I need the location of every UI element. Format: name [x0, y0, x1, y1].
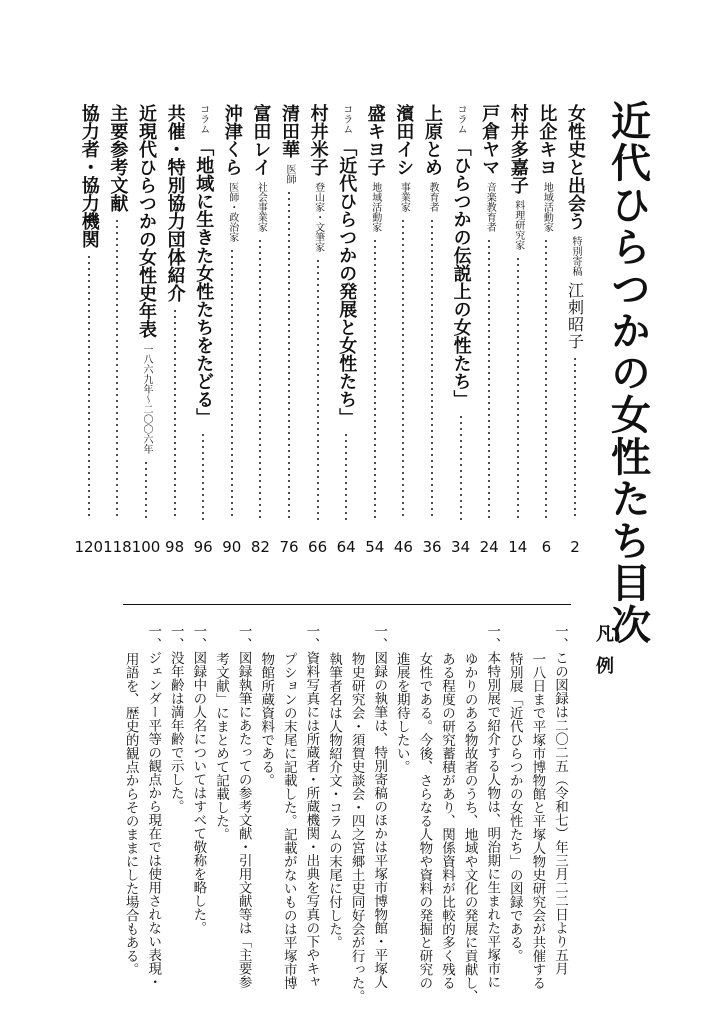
toc-page-number: 64	[336, 538, 356, 556]
hanrei-line: 用語を、歴史的観点からそのままにした場合もある。	[122, 652, 139, 976]
column-label: コラム	[455, 104, 467, 134]
toc-entry-title: 比企キヨ	[536, 104, 558, 176]
toc-page-number: 24	[479, 538, 499, 556]
toc-entry-role: 医師	[284, 164, 295, 184]
dot-leader	[317, 258, 319, 520]
toc-entry-title: 共催・特別協力団体紹介	[164, 104, 186, 302]
toc-page-number: 118	[103, 538, 132, 556]
hanrei-line: 一八日まで平塚市博物館と平塚人物史研究会が共催する	[529, 652, 546, 990]
dot-leader	[345, 432, 347, 520]
toc-page-number: 54	[365, 538, 385, 556]
toc-entry-role: 医師・政治家	[226, 182, 238, 242]
dot-leader	[402, 218, 404, 520]
hanrei-line: 一、図録中の人名についてはすべて敬称を略した。	[190, 624, 207, 935]
toc-entry-title: 清田華	[279, 104, 300, 158]
hanrei-line: 一、この図録は二〇二五（令和七）年三月二二日より五月	[552, 624, 568, 975]
hanrei-line: 考文献」にまとめて記載した。	[213, 652, 229, 841]
dot-leader	[460, 414, 462, 520]
title-sub: 目次	[604, 562, 652, 646]
dot-leader	[517, 256, 519, 520]
hanrei-line: ある程度の研究蓄積があり、関係資料が比較的多く残る	[439, 652, 455, 990]
toc-entry-role: 特別寄稿	[570, 236, 581, 276]
toc-page-number: 96	[193, 538, 213, 556]
toc-page-number: 66	[308, 538, 328, 556]
toc-page-number: 100	[131, 538, 161, 556]
toc-page-number: 82	[250, 538, 270, 556]
toc-title	[598, 100, 658, 646]
hanrei-line: 進展を期待したい。	[393, 652, 410, 774]
toc-page-number: 120	[74, 538, 104, 556]
divider	[123, 604, 571, 605]
toc-entry[interactable]	[164, 104, 186, 524]
hanrei-line: 女性である。今後、さらなる人物や資料の発掘と研究の	[416, 652, 433, 990]
dot-leader	[574, 356, 576, 520]
toc-entry[interactable]	[421, 104, 443, 524]
toc-entry-title: 沖津くら	[221, 104, 243, 176]
toc-page-number: 76	[279, 538, 299, 556]
dot-leader	[488, 238, 490, 520]
toc-entry[interactable]	[221, 104, 243, 524]
toc-entry[interactable]	[78, 104, 100, 524]
toc-entry-role: 地域活動家	[541, 182, 553, 232]
hanrei-line: 一、図録の執筆は、特別寄稿のほかは平塚市博物館・平塚人	[371, 624, 388, 989]
hanrei-heading: 凡例	[593, 624, 614, 688]
dot-leader	[545, 238, 547, 520]
toc-entry[interactable]	[450, 104, 472, 524]
toc-entry[interactable]	[364, 104, 386, 524]
toc-page-number: 6	[541, 538, 552, 556]
hanrei-line: 一、図録執筆にあたっての参考文献・引用文献等は「主要参	[235, 624, 252, 989]
toc-page-number: 36	[422, 538, 442, 556]
toc-entry-role: 教育者	[427, 182, 438, 212]
toc-entry-title: 「地域に生きた女性たちをたどる」	[193, 138, 215, 426]
toc-entry-title: 「ひらつかの伝説上の女性たち」	[450, 138, 472, 408]
toc-page-number: 46	[393, 538, 413, 556]
toc-page-number: 14	[508, 538, 528, 556]
toc-entry[interactable]	[335, 104, 357, 524]
hanrei-line: 物館所蔵資料である。	[258, 652, 275, 787]
toc-entry[interactable]	[307, 104, 329, 524]
dot-leader	[174, 308, 176, 520]
toc-entry[interactable]	[535, 104, 557, 524]
dot-leader	[231, 248, 233, 520]
dot-leader	[116, 218, 118, 520]
toc-entry-title: 盛キヨ子	[364, 104, 386, 176]
toc-entry-role: 地域活動家	[369, 182, 381, 232]
dot-leader	[288, 190, 290, 520]
hanrei-line: 一、ジェンダー平等の観点から現在では使用されない表現・	[145, 624, 162, 989]
toc-entry-author: 江刺昭子	[565, 282, 585, 350]
toc-entry[interactable]	[478, 104, 500, 524]
toc-entry-title: 村井多嘉子	[507, 104, 529, 194]
toc-entry-title: 戸倉ヤマ	[479, 104, 501, 176]
toc-entry-title: 村井米子	[307, 104, 329, 176]
toc-entry[interactable]	[564, 104, 586, 524]
column-label: コラム	[197, 104, 209, 134]
toc-page-number: 98	[165, 538, 185, 556]
hanrei-line: プションの末尾に記載した。記載がないものは平塚市博	[280, 652, 297, 990]
column-label: コラム	[340, 104, 352, 134]
toc-entry-title: 協力者・協力機関	[78, 104, 100, 248]
toc-entry-title: 富田レイ	[250, 104, 272, 176]
hanrei-line: 一、本特別展で紹介する人物は、明治期に生まれた平塚市に	[484, 624, 501, 989]
hanrei-line: ゆかりのある物故者のうち、地域や文化の発展に貢献し、	[461, 652, 478, 1003]
toc-entry[interactable]	[135, 104, 157, 524]
toc-entry-title: 主要参考文献	[107, 104, 129, 212]
toc-entry[interactable]	[507, 104, 529, 524]
toc-entry-role: 登山家・文筆家	[312, 182, 324, 252]
toc-entry-role: 料理研究家	[512, 200, 524, 250]
toc-page-number: 2	[570, 538, 580, 556]
toc-entry-role: 一八六九年〜二〇〇六年	[141, 344, 152, 454]
title-main: 近代ひらつかの女性たち	[604, 100, 652, 562]
hanrei-line: 物史研究会・須賀史談会・四之宮郷土史同好会が行った。	[348, 652, 365, 1003]
dot-leader	[88, 254, 90, 520]
dot-leader	[431, 218, 433, 520]
toc-entry-role: 事業家	[398, 182, 410, 212]
hanrei-line: 一、没年齢は満年齢で示した。	[167, 624, 184, 813]
toc-entry[interactable]	[278, 104, 300, 524]
toc-entry[interactable]	[249, 104, 271, 524]
toc-entry-role: 社会事業家	[255, 182, 267, 232]
dot-leader	[259, 238, 261, 520]
hanrei-line: 特別展「近代ひらつかの女性たち」の図録である。	[506, 652, 523, 963]
toc-page-number: 90	[222, 538, 242, 556]
toc-entry[interactable]	[192, 104, 214, 524]
toc-entry-title: 「近代ひらつかの発展と女性たち」	[336, 138, 358, 426]
toc-entry-title: 上原とめ	[422, 104, 443, 176]
dot-leader	[374, 238, 376, 520]
toc-entry[interactable]	[392, 104, 414, 524]
toc-entry-title: 濱田イシ	[393, 104, 415, 176]
toc-entry[interactable]	[106, 104, 128, 524]
toc-page-number: 34	[451, 538, 471, 556]
toc-entry-role: 音楽教育者	[484, 182, 496, 232]
toc-entry-title: 女性史と出会う	[565, 104, 586, 230]
dot-leader	[202, 432, 204, 520]
hanrei-line: 執筆者名は人物紹介文・コラムの末尾に付した。	[326, 652, 342, 949]
hanrei-line: 一、資料写真には所蔵者・所蔵機関・出典を写真の下やキャ	[303, 624, 320, 989]
toc-entry-title: 近現代ひらつかの女性史年表	[136, 104, 157, 338]
dot-leader	[145, 460, 147, 520]
